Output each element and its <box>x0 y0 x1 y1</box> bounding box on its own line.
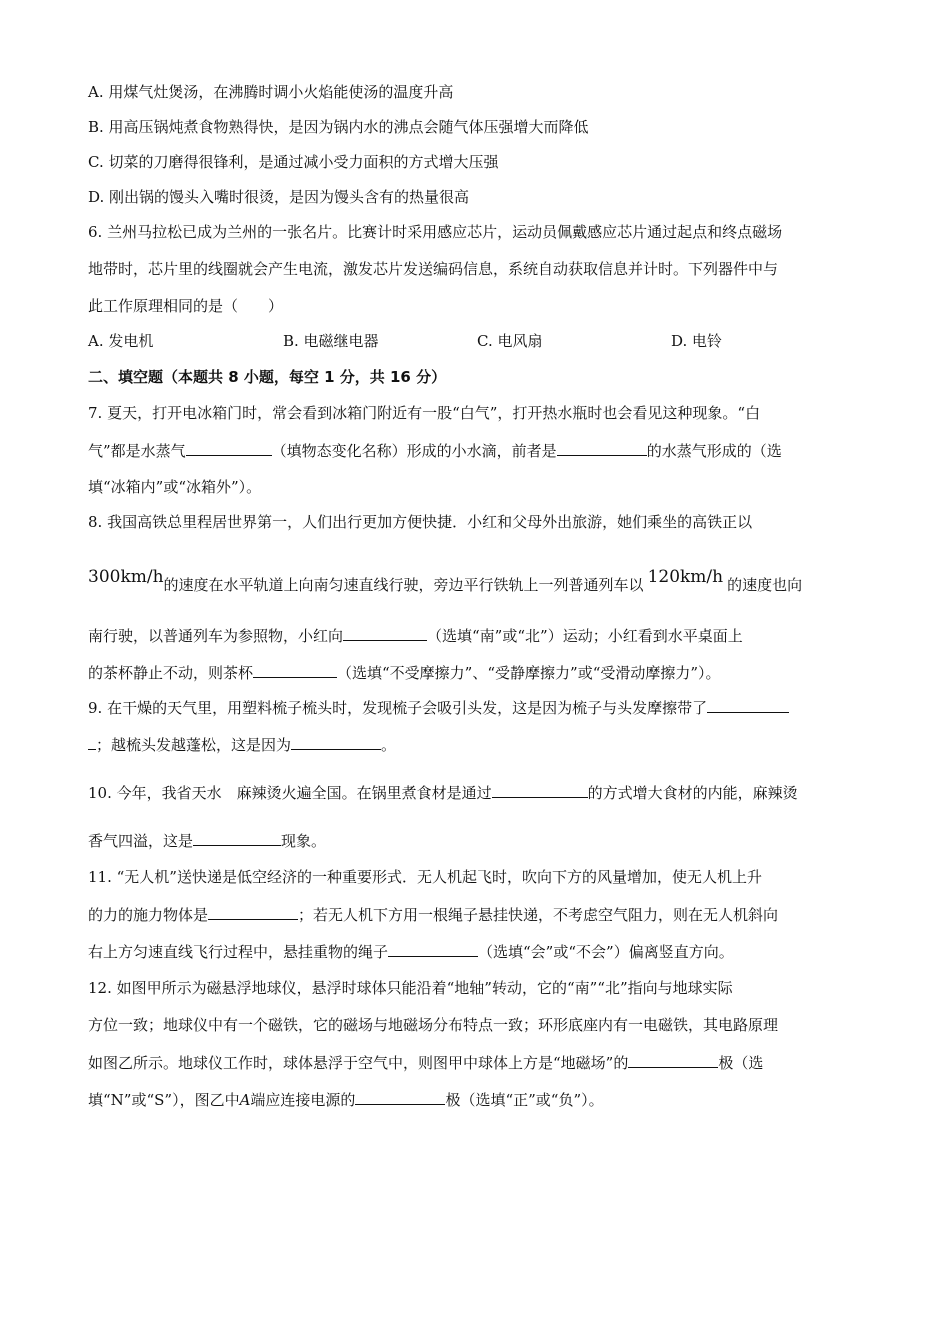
q7-line-1: 7. 夏天，打开电冰箱门时，常会看到冰箱门附近有一股“白气”，打开热水瓶时也会看见这种现象。“白 <box>88 404 761 422</box>
q8-text: 的速度在水平轨道上向南匀速直线行驶，旁边平行铁轨上一列普通列车以 <box>163 576 644 594</box>
q11-text: 的力的施力物体是 <box>88 906 209 924</box>
q7-text: 的水蒸气形成的（选 <box>646 442 782 460</box>
speed-value-2: 120km/h <box>647 567 724 587</box>
answer-blank[interactable] <box>628 1052 718 1068</box>
q12-text: 极（选 <box>718 1054 764 1072</box>
q12-text: 如图乙所示。地球仪工作时，球体悬浮于空气中，则图甲中球体上方是“地磁场”的 <box>88 1054 629 1072</box>
q11-text: ；若无人机下方用一根绳子悬挂快递，不考虑空气阻力，则在无人机斜向 <box>298 906 779 924</box>
q6-option-a: A. 发电机 <box>88 332 154 350</box>
q7-line-2 <box>88 440 782 461</box>
q6-line-3: 此工作原理相同的是（ ） <box>88 297 284 315</box>
answer-blank[interactable] <box>253 662 337 678</box>
q8-text: （选填“南”或“北”）运动；小红看到水平桌面上 <box>427 627 743 645</box>
section-heading: 二、填空题（本题共 8 小题，每空 1 分，共 16 分） <box>88 368 447 386</box>
q10-line-2 <box>88 830 326 851</box>
q8-text: 的速度也向 <box>727 576 803 594</box>
q6-option-b: B. 电磁继电器 <box>283 332 379 350</box>
q8-text: （选填“不受摩擦力”、“受静摩擦力”或“受滑动摩擦力”）。 <box>337 664 721 682</box>
answer-blank[interactable] <box>193 830 281 846</box>
q11-line-1: 11. “无人机”送快递是低空经济的一种重要形式．无人机起飞时，吹向下方的风量增加，使无人机上升 <box>88 868 762 886</box>
q12-line-2: 方位一致；地球仪中有一个磁铁，它的磁场与地磁场分布特点一致；环形底座内有一电磁铁，其电路原理 <box>88 1016 779 1034</box>
q9-text: 。 <box>381 736 397 754</box>
answer-blank[interactable] <box>557 440 647 456</box>
q6-option-c: C. 电风扇 <box>477 332 543 350</box>
q8-line-1: 8. 我国高铁总里程居世界第一，人们出行更加方便快捷．小红和父母外出旅游，她们乘坐的高铁正以 <box>88 513 753 531</box>
q7-line-3: 填“冰箱内”或“冰箱外”）。 <box>88 478 262 496</box>
answer-blank[interactable] <box>343 625 427 641</box>
q8-text: 的茶杯静止不动，则茶杯 <box>88 664 254 682</box>
q9-text: 9. 在干燥的天气里，用塑料梳子梳头时，发现梳子会吸引头发，这是因为梳子与头发摩擦带了 <box>88 699 708 717</box>
q7-text: （填物态变化名称）形成的小水滴，前者是 <box>271 442 557 460</box>
q9-line-2 <box>88 734 396 755</box>
q10-line-1 <box>88 782 798 803</box>
q6-line-2: 地带时，芯片里的线圈就会产生电流，激发芯片发送编码信息，系统自动获取信息并计时。下列器件中与 <box>88 260 779 278</box>
q12-text: 填“N”或“S”），图乙中 <box>88 1091 240 1109</box>
variable-a: A <box>239 1091 251 1109</box>
q7-text: 气”都是水蒸气 <box>88 442 186 460</box>
q11-text: 右上方匀速直线飞行过程中，悬挂重物的绳子 <box>88 943 389 961</box>
q11-line-3 <box>88 941 734 962</box>
q8-line-2 <box>88 567 803 595</box>
answer-blank[interactable] <box>291 734 381 750</box>
q12-line-4 <box>88 1089 604 1110</box>
answer-blank[interactable] <box>707 697 789 713</box>
answer-blank[interactable] <box>492 782 588 798</box>
q11-text: （选填“会”或“不会”）偏离竖直方向。 <box>478 943 734 961</box>
q10-text: 现象。 <box>281 832 327 850</box>
answer-blank-continuation <box>88 734 96 750</box>
answer-blank[interactable] <box>186 440 272 456</box>
q10-text: 的方式增大食材的内能，麻辣烫 <box>587 784 798 802</box>
q11-line-2 <box>88 904 778 925</box>
q8-line-3 <box>88 625 743 646</box>
q5-option-a: A. 用煤气灶煲汤，在沸腾时调小火焰能使汤的温度升高 <box>88 83 454 101</box>
q9-text: ；越梳头发越蓬松，这是因为 <box>96 736 292 754</box>
q5-option-c: C. 切菜的刀磨得很锋利，是通过减小受力面积的方式增大压强 <box>88 153 499 171</box>
q12-text: 端应连接电源的 <box>250 1091 356 1109</box>
q10-text: 10. 今年，我省天水 麻辣烫火遍全国。在锅里煮食材是通过 <box>88 784 492 802</box>
q5-option-b: B. 用高压锅炖煮食物熟得快，是因为锅内水的沸点会随气体压强增大而降低 <box>88 118 589 136</box>
answer-blank[interactable] <box>388 941 478 957</box>
q8-line-4 <box>88 662 721 683</box>
q6-line-1: 6. 兰州马拉松已成为兰州的一张名片。比赛计时采用感应芯片，运动员佩戴感应芯片通过起点和终点磁场 <box>88 223 783 241</box>
q8-text: 南行驶，以普通列车为参照物，小红向 <box>88 627 344 645</box>
q9-line-1 <box>88 697 789 718</box>
q5-option-d: D. 刚出锅的馒头入嘴时很烫，是因为馒头含有的热量很高 <box>88 188 470 206</box>
q6-option-d: D. 电铃 <box>671 332 723 350</box>
answer-blank[interactable] <box>208 904 298 920</box>
q12-text: 极（选填“正”或“负”）。 <box>445 1091 604 1109</box>
q12-line-1: 12. 如图甲所示为磁悬浮地球仪，悬浮时球体只能沿着“地轴”转动，它的“南”“北”指向与地球实际 <box>88 979 733 997</box>
q10-text: 香气四溢，这是 <box>88 832 194 850</box>
answer-blank[interactable] <box>355 1089 445 1105</box>
speed-value-1: 300km/h <box>88 567 164 587</box>
q12-line-3 <box>88 1052 763 1073</box>
